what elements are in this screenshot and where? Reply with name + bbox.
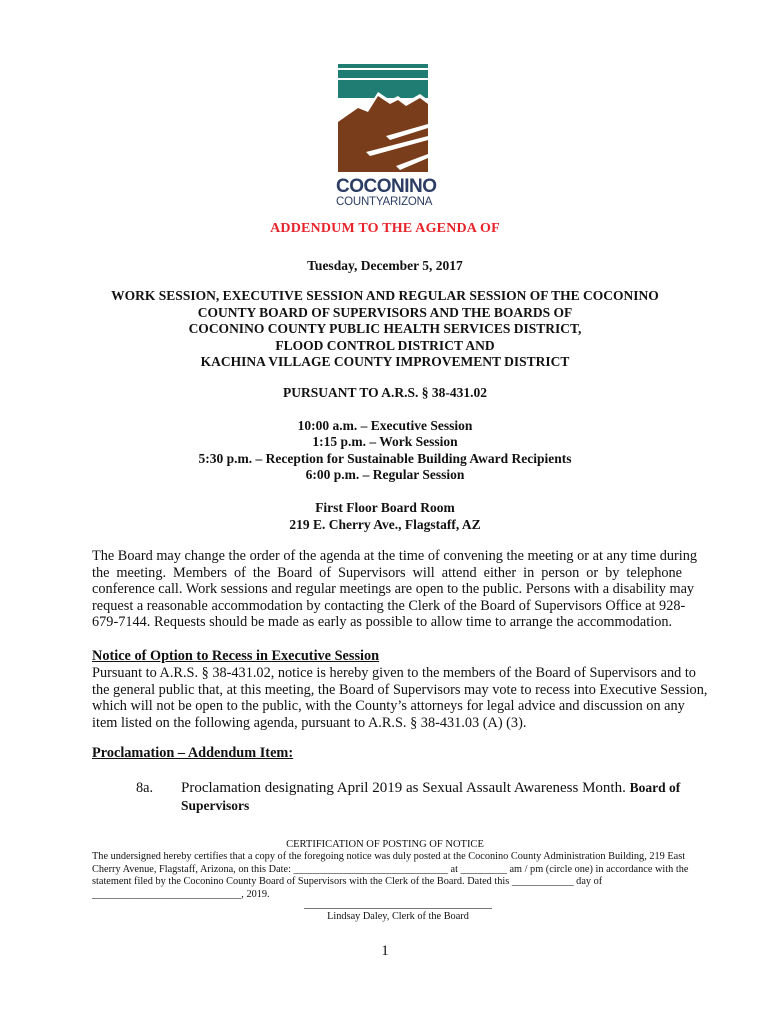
time-entry: 1:15 p.m. – Work Session <box>312 434 458 450</box>
paragraph-line: Pursuant to A.R.S. § 38-431.02, notice is hereby given to the members of the Board of Supervisors and to <box>92 665 696 681</box>
session-line: WORK SESSION, EXECUTIVE SESSION AND REGULAR SESSION OF THE COCONINO <box>111 288 659 303</box>
time-entry: 5:30 p.m. – Reception for Sustainable Building Award Recipients <box>198 450 572 466</box>
session-line: COUNTY BOARD OF SUPERVISORS AND THE BOARDS OF <box>197 304 573 320</box>
page-number: 1 <box>381 943 389 959</box>
session-line: KACHINA VILLAGE COUNTY IMPROVEMENT DISTRICT <box>200 354 570 369</box>
certification-line: statement filed by the Coconino County Board of Supervisors with the Clerk of the Board. Dated this ____________ day of <box>92 876 603 888</box>
meeting-date: Tuesday, December 5, 2017 <box>307 258 463 273</box>
addendum-title: ADDENDUM TO THE AGENDA OF <box>270 221 500 236</box>
agenda-item-text <box>181 779 681 815</box>
paragraph-line: the meeting. Members of the Board of Supervisors will attend either in person or by telephone <box>92 564 682 581</box>
mountain-logo-icon <box>336 64 430 172</box>
location-room: First Floor Board Room <box>315 500 455 515</box>
certification-line: The undersigned hereby certifies that a copy of the foregoing notice was duly posted at the Coconino County Administration Building, 219 East <box>92 851 686 862</box>
paragraph-line: 679-7144. Requests should be made as early as possible to allow time to arrange the accommodation. <box>92 614 673 631</box>
certification-title: CERTIFICATION OF POSTING OF NOTICE <box>286 839 484 850</box>
session-title <box>0 288 770 371</box>
paragraph-line: conference call. Work sessions and regular meetings are open to the public. Persons with a disability may <box>92 581 695 598</box>
paragraph-line: request a reasonable accommodation by contacting the Clerk of the Board of Supervisors Office at 928- <box>92 597 686 614</box>
logo-subtitle: COUNTYARIZONA <box>336 196 433 208</box>
certification-line: Cherry Avenue, Flagstaff, Arizona, on this Date: ______________________________ at _________ am / pm (circle one) in accordance with the <box>92 863 689 875</box>
certification-line: _____________________________, 2019. <box>92 888 270 900</box>
meeting-location <box>0 500 770 533</box>
recess-paragraph <box>92 665 708 731</box>
paragraph-line: item listed on the following agenda, pursuant to A.R.S. § 38-431.03 (A) (3). <box>92 714 527 731</box>
recess-heading: Notice of Option to Recess in Executive Session <box>92 648 380 664</box>
agenda-item-description: Proclamation designating April 2019 as Sexual Assault Awareness Month. <box>181 780 626 796</box>
agenda-notice-paragraph <box>92 548 698 631</box>
agenda-item-number: 8a. <box>136 780 154 796</box>
pursuant-statute: PURSUANT TO A.R.S. § 38-431.02 <box>282 385 488 400</box>
time-entry: 10:00 a.m. – Executive Session <box>297 418 473 433</box>
paragraph-line: the general public that, at this meeting, the Board of Supervisors may vote to recess into Executive Session, <box>92 681 708 698</box>
signature-line <box>304 908 492 909</box>
clerk-signature-name: Lindsay Daley, Clerk of the Board <box>327 911 469 922</box>
time-entry: 6:00 p.m. – Regular Session <box>305 466 465 482</box>
location-address: 219 E. Cherry Ave., Flagstaff, AZ <box>289 516 481 532</box>
certification-body <box>92 851 689 901</box>
agenda-item-sponsor: Board of Supervisors <box>181 780 681 813</box>
logo-name: COCONINO <box>336 176 437 197</box>
coconino-county-logo <box>336 64 437 208</box>
session-times <box>0 418 770 483</box>
paragraph-line: which will not be open to the public, with the County’s attorneys for legal advice and discussion on any <box>92 698 685 715</box>
proclamation-heading: Proclamation – Addendum Item: <box>92 745 294 761</box>
paragraph-line: The Board may change the order of the agenda at the time of convening the meeting or at any time during <box>92 548 698 564</box>
session-line: COCONINO COUNTY PUBLIC HEALTH SERVICES DISTRICT, <box>188 321 582 336</box>
session-line: FLOOD CONTROL DISTRICT AND <box>275 337 495 353</box>
